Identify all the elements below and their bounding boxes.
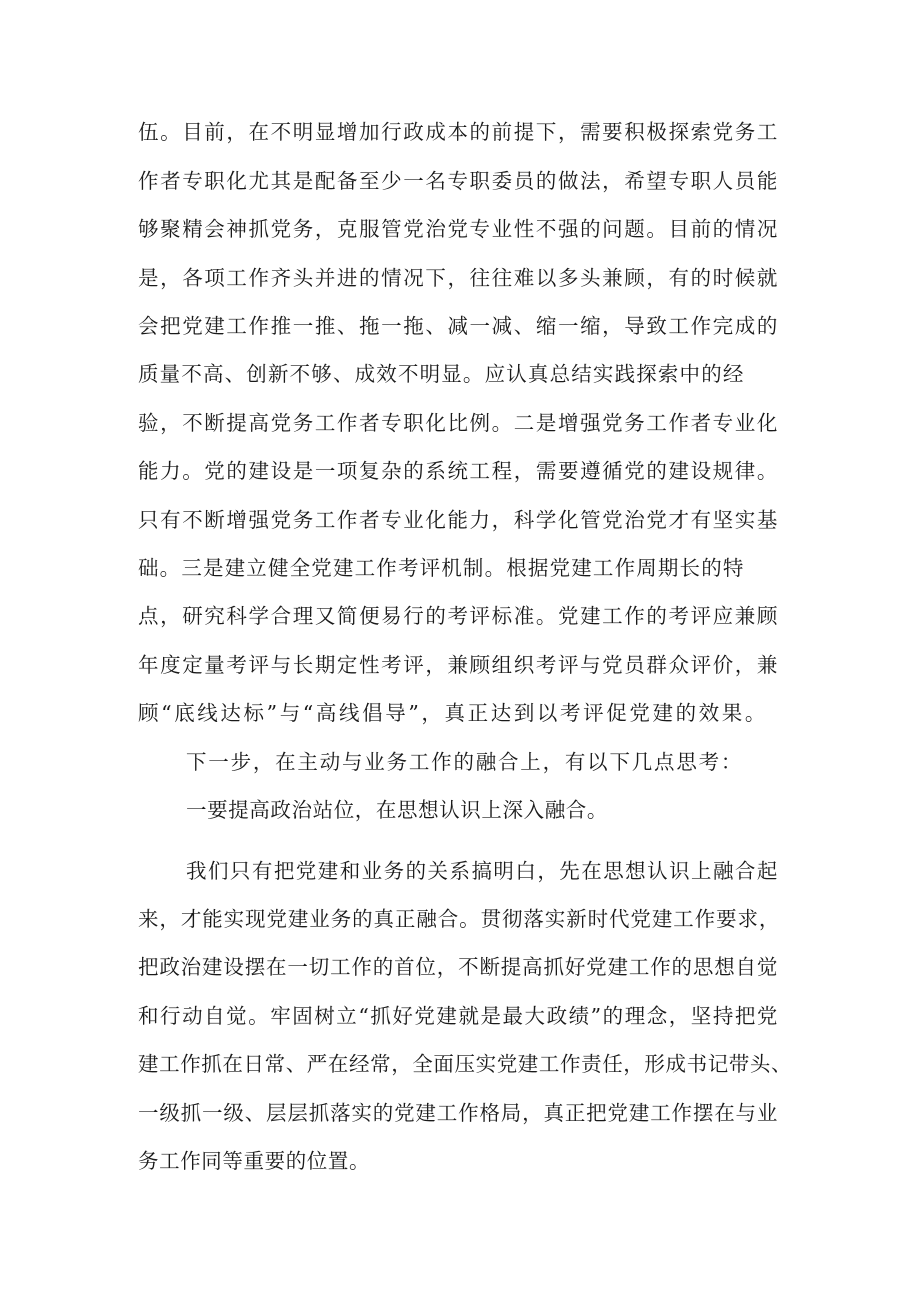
- text-line: 是，各项工作齐头并进的情况下，往往难以多头兼顾，有的时候就: [138, 266, 778, 290]
- text-line: 点，研究科学合理又简便易行的考评标准。党建工作的考评应兼顾: [138, 604, 778, 628]
- text-line: 年度定量考评与长期定性考评，兼顾组织考评与党员群众评价，兼: [138, 653, 778, 677]
- text-line: 把政治建设摆在一切工作的首位，不断提高抓好党建工作的思想自觉: [138, 955, 778, 979]
- text-line: 我们只有把党建和业务的关系搞明白，先在思想认识上融合起: [186, 859, 778, 883]
- text-line: 础。三是建立健全党建工作考评机制。根据党建工作周期长的特: [138, 556, 744, 580]
- paragraph-heading: 下一步，在主动与业务工作的融合上，有以下几点思考：: [186, 750, 742, 774]
- text-line: 够聚精会神抓党务，克服管党治党专业性不强的问题。目前的情况: [138, 217, 778, 241]
- text-line: 建工作抓在日常、严在经常，全面压实党建工作责任，形成书记带头、: [138, 1052, 793, 1076]
- text-line: 一级抓一级、层层抓落实的党建工作格局，真正把党建工作摆在与业: [138, 1101, 778, 1125]
- text-line: 来，才能实现党建业务的真正融合。贯彻落实新时代党建工作要求，: [138, 907, 780, 931]
- text-line: 作者专职化尤其是配备至少一名专职委员的做法，希望专职人员能: [138, 169, 778, 193]
- text-line: 顾“底线达标”与“高线倡导”，真正达到以考评促党建的效果。: [138, 701, 766, 725]
- text-line: 质量不高、创新不够、成效不明显。应认真总结实践探索中的经: [138, 362, 744, 386]
- text-line: 验，不断提高党务工作者专职化比例。二是增强党务工作者专业化: [138, 411, 778, 435]
- text-line: 和行动自觉。牢固树立“抓好党建就是最大政绩”的理念，坚持把党: [138, 1004, 778, 1028]
- text-line: 务工作同等重要的位置。: [138, 1149, 371, 1173]
- text-line: 伍。目前，在不明显增加行政成本的前提下，需要积极探索党务工: [138, 120, 778, 144]
- text-line: 会把党建工作推一推、拖一拖、减一减、缩一缩，导致工作完成的: [138, 314, 778, 338]
- section-heading: 一要提高政治站位，在思想认识上深入融合。: [186, 798, 608, 822]
- text-line: 只有不断增强党务工作者专业化能力，科学化管党治党才有坚实基: [138, 508, 778, 532]
- text-line: 能力。党的建设是一项复杂的系统工程，需要遵循党的建设规律。: [138, 459, 778, 483]
